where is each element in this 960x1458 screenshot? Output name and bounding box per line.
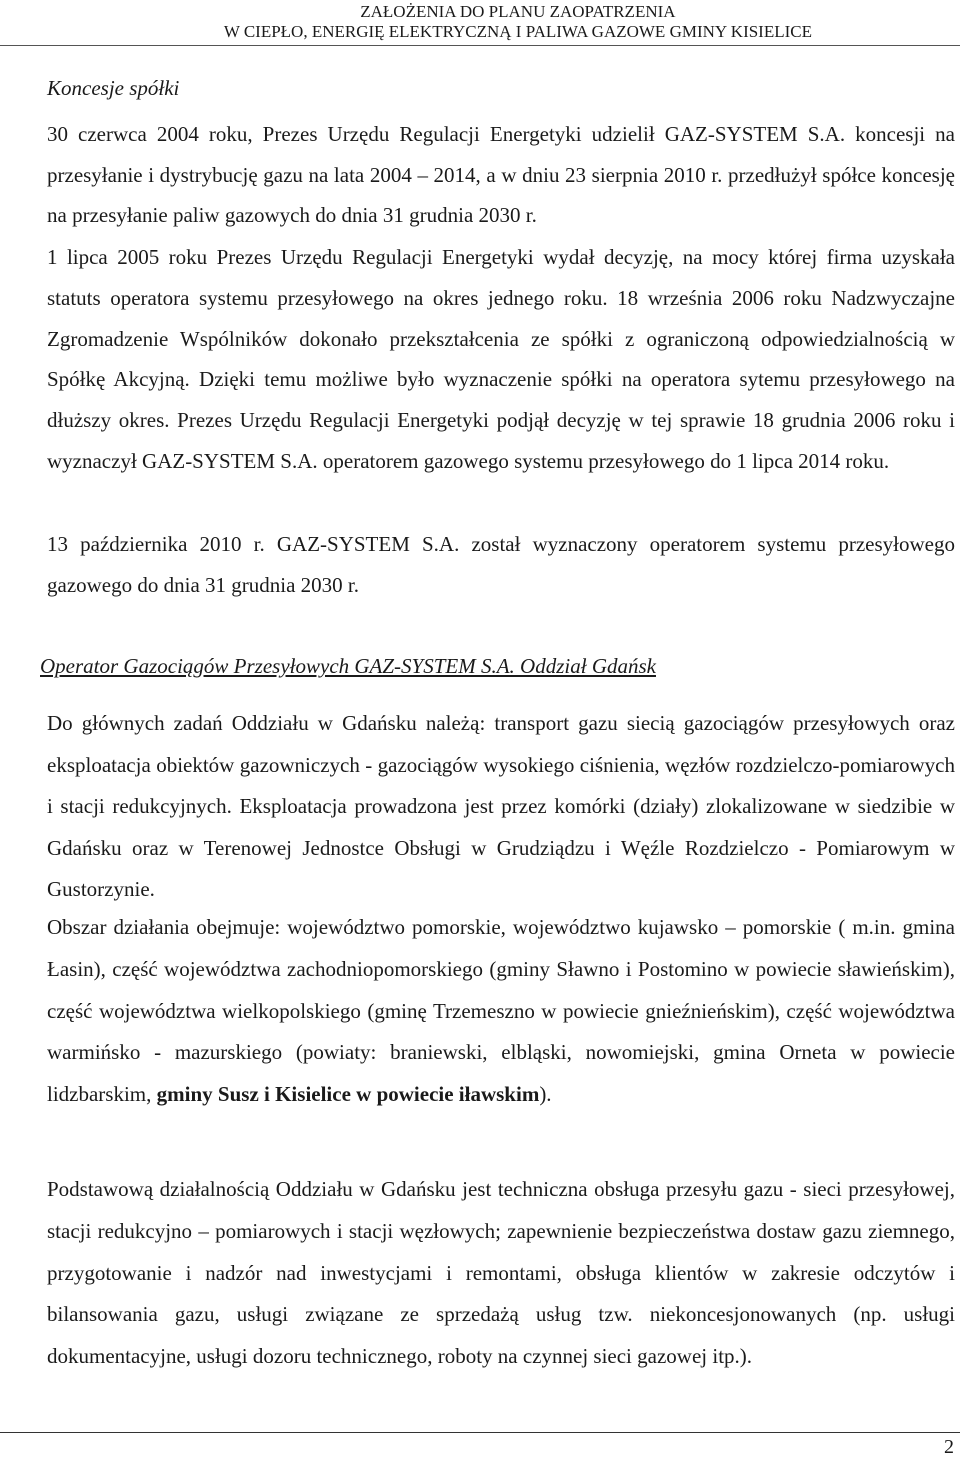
section-heading-koncesje: Koncesje spółki — [47, 76, 180, 100]
paragraph-core-activity: Podstawową działalnością Oddziału w Gdańsku jest techniczna obsługa przesyłu gazu - sieci przesyłowej, stacji redukcyjno – pomiarowych i stacji węzłowych; zapewnienie bezpieczeństwa dostaw gazu ziemnego, przygotowanie i nadzór nad inwestycjami i remontami, obsługa klientów w zakresie odczytów i bilansowania gazu, usługi związane ze sprzedażą usług tzw. niekoncesjonowanych (np. usługi dokumentacyjne, usługi dozoru technicznego, roboty na czynnej sieci gazowej itp.). — [47, 1177, 955, 1369]
paragraph-operator-status: 1 lipca 2005 roku Prezes Urzędu Regulacji Energetyki wydał decyzję, na mocy której firma uzyskała statuts operatora systemu przesyłowego na okres jednego roku. 18 września 2006 roku Nadzwyczajne Zgromadzenie Wspólników dokonało przekształcenia ze spółki z ograniczoną odpowiedzialnością w Spółkę Akcyjną. Dzięki temu możliwe było wyznaczenie spółki na operatora sytemu przesyłowego na dłuższy okres. Prezes Urzędu Regulacji Energetyki podjął decyzję w tej sprawie 18 grudnia 2006 roku i wyznaczył GAZ-SYSTEM S.A. operatorem gazowego systemu przesyłowego do 1 lipca 2014 roku. — [47, 245, 955, 473]
section-heading-gdansk: Operator Gazociągów Przesyłowych GAZ-SYSTEM S.A. Oddział Gdańsk — [40, 654, 656, 678]
page-number: 2 — [944, 1436, 954, 1458]
footer-divider — [0, 1432, 960, 1433]
paragraph-gdansk-tasks: Do głównych zadań Oddziału w Gdańsku należą: transport gazu siecią gazociągów przesyłowych oraz eksploatacja obiektów gazowniczych - gazociągów wysokiego ciśnienia, węzłów rozdzielczo-pomiarowych i stacji redukcyjnych. Eksploatacja prowadzona jest przez komórki (działy) zlokalizowane w siedzibie w Gdańsku oraz w Terenowej Jednostce Obsługi w Grudziądzu i Węźle Rozdzielczo - Pomiarowym w Gustorzynie. — [47, 711, 955, 901]
running-header — [224, 2, 812, 42]
paragraph-operating-area — [47, 907, 955, 1116]
operating-area-end: ). — [539, 1082, 552, 1107]
operating-area-bold: gminy Susz i Kisielice w powiecie iławskim — [156, 1082, 540, 1107]
header-line-2: W CIEPŁO, ENERGIĘ ELEKTRYCZNĄ I PALIWA GAZOWE GMINY KISIELICE — [223, 22, 812, 41]
operating-area-text: Obszar działania obejmuje: województwo pomorskie, województwo kujawsko – pomorskie ( m.in. gmina Łasin), część województwa zachodniopomorskiego (gminy Sławno i Postomino w powiecie sławieńskim), część województwa wielkopolskiego (gminę Trzemeszno w powiecie gnieźnieńskim), część województwa warmińsko - mazurskiego (powiaty: braniewski, elbląski, nowomiejski, gmina Orneta w powiecie lidzbarskim, — [47, 915, 955, 1107]
paragraph-designation-2010: 13 października 2010 r. GAZ-SYSTEM S.A. został wyznaczony operatorem systemu przesyłowego gazowego do dnia 31 grudnia 2030 r. — [47, 532, 955, 597]
paragraph-concession: 30 czerwca 2004 roku, Prezes Urzędu Regulacji Energetyki udzielił GAZ-SYSTEM S.A. koncesji na przesyłanie i dystrybucję gazu na lata 2004 – 2014, a w dniu 23 sierpnia 2010 r. przedłużył spółce koncesję na przesyłanie paliw gazowych do dnia 31 grudnia 2030 r. — [47, 122, 955, 227]
header-line-1: ZAŁOŻENIA DO PLANU ZAOPATRZENIA — [360, 2, 676, 21]
header-divider — [0, 45, 960, 46]
